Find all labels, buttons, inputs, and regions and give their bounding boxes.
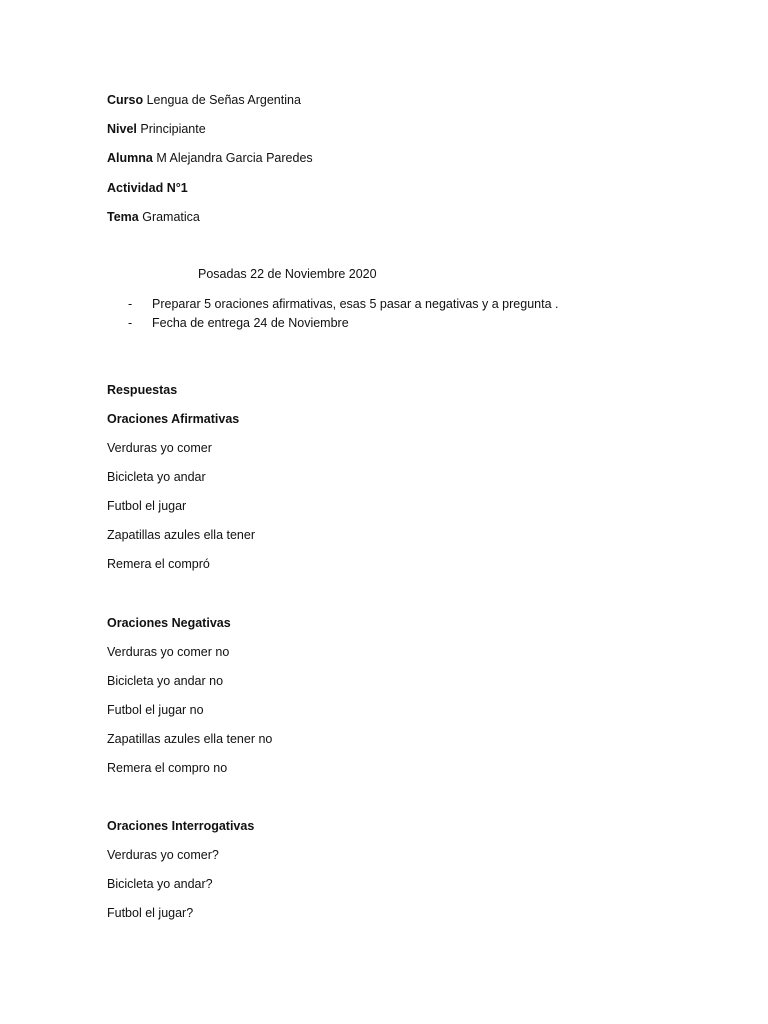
student-value: M Alejandra Garcia Paredes <box>156 151 313 165</box>
student-label: Alumna <box>107 151 153 165</box>
bullet-dash: - <box>128 297 133 311</box>
date-line: Posadas 22 de Noviembre 2020 <box>198 267 377 281</box>
list-item: Futbol el jugar <box>107 499 187 513</box>
affirmative-heading: Oraciones Afirmativas <box>107 412 240 426</box>
course-label: Curso <box>107 93 144 107</box>
list-item: Remera el compro no <box>107 761 228 775</box>
list-item: Verduras yo comer <box>107 441 212 455</box>
negative-heading: Oraciones Negativas <box>107 616 231 630</box>
instruction-text: Fecha de entrega 24 de Noviembre <box>152 316 349 330</box>
instruction-item <box>128 315 349 331</box>
list-item: Futbol el jugar? <box>107 906 194 920</box>
list-item: Bicicleta yo andar no <box>107 674 224 688</box>
list-item: Remera el compró <box>107 557 210 571</box>
answers-heading: Respuestas <box>107 383 178 397</box>
list-item: Zapatillas azules ella tener <box>107 528 255 542</box>
list-item: Verduras yo comer no <box>107 645 230 659</box>
list-item: Verduras yo comer? <box>107 848 219 862</box>
list-item: Futbol el jugar no <box>107 703 204 717</box>
level-label: Nivel <box>107 122 137 136</box>
bullet-dash: - <box>128 316 133 330</box>
student-line <box>107 150 313 166</box>
topic-line <box>107 209 200 225</box>
list-item: Bicicleta yo andar? <box>107 877 213 891</box>
interrogative-heading: Oraciones Interrogativas <box>107 819 255 833</box>
instruction-item <box>128 296 558 312</box>
topic-value: Gramatica <box>142 210 200 224</box>
course-line <box>107 92 301 108</box>
list-item: Zapatillas azules ella tener no <box>107 732 273 746</box>
topic-label: Tema <box>107 210 139 224</box>
course-value: Lengua de Señas Argentina <box>146 93 301 107</box>
level-line <box>107 121 206 137</box>
instruction-text: Preparar 5 oraciones afirmativas, esas 5 pasar a negativas y a pregunta . <box>152 297 559 311</box>
level-value: Principiante <box>140 122 206 136</box>
list-item: Bicicleta yo andar <box>107 470 206 484</box>
activity-line: Actividad N°1 <box>107 181 188 195</box>
